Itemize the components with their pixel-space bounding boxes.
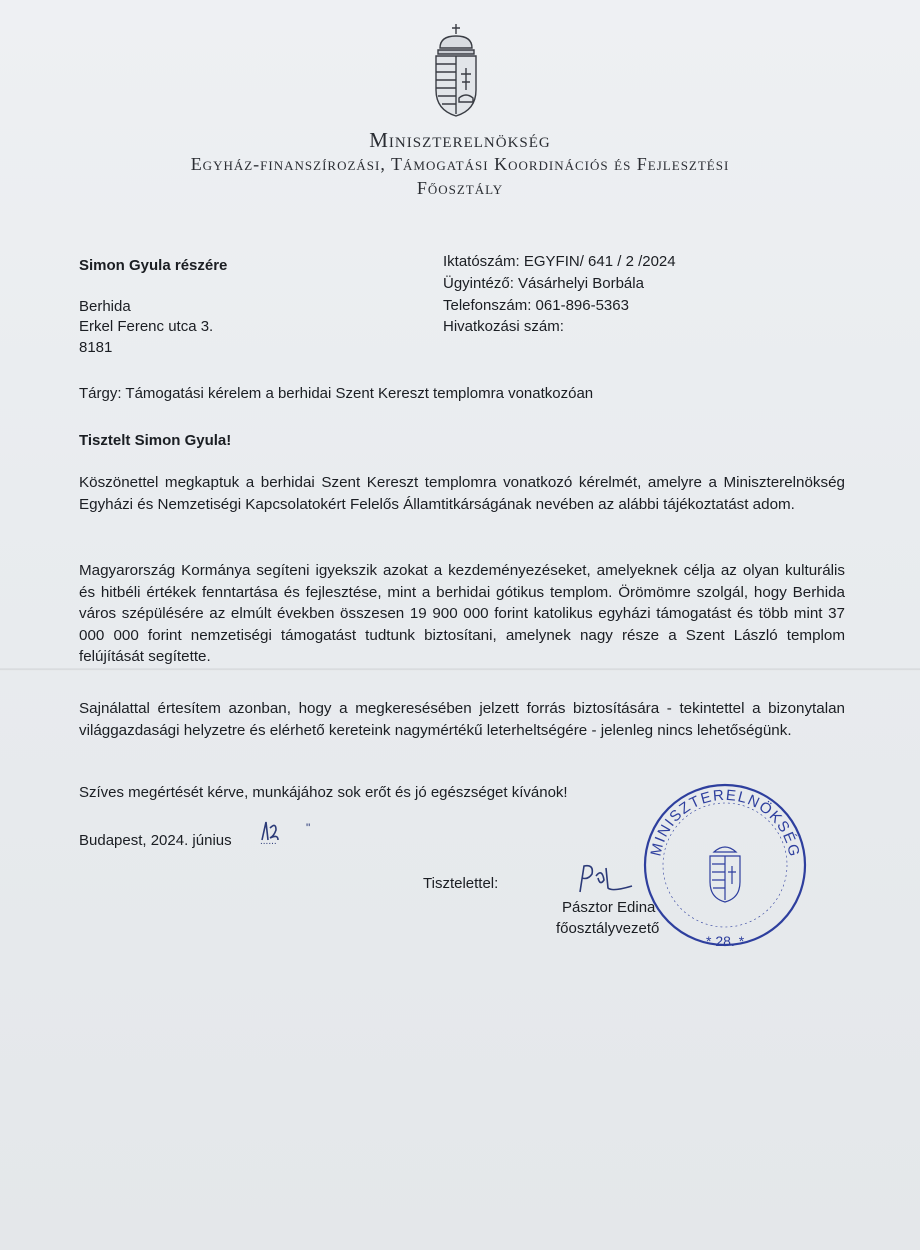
stamp-text: MINISZTERELNÖKSÉG xyxy=(647,786,803,860)
reference-citation: Hivatkozási szám: xyxy=(443,318,564,335)
closing-wish: Szíves megértését kérve, munkájához sok erőt és jó egészséget kívánok! xyxy=(79,784,568,801)
svg-text:": " xyxy=(306,821,311,835)
svg-text:......: ...... xyxy=(260,836,277,846)
greeting: Tisztelettel: xyxy=(423,875,499,892)
ministry-name: Miniszterelnökség xyxy=(369,128,551,152)
paragraph-2: Magyarország Kormánya segíteni igyekszik azokat a kezdeményezéseket, amelyeknek célja az olyan kulturális és hitbéli értékek fenntartása és fejlesztése, mint a berhidai gótikus templom. Örömömre szolgál, hogy Berhida város szépülésére az elmúlt években összesen 19 900 000 forint katolikus egyházi támogatást és több mint 37 000 000 forint nemzetiségi támogatást tudtunk biztosítani, amelynek nagy része a Szent László templom felújítását segítette. xyxy=(79,562,845,665)
recipient-postcode: 8181 xyxy=(79,339,113,356)
case-officer: Ügyintéző: Vásárhelyi Borbála xyxy=(443,275,644,292)
stamp-number: * 28. * xyxy=(706,933,745,949)
paragraph-1: Köszönettel megkaptuk a berhidai Szent Kereszt templomra vonatkozó kérelmét, amelyre a Miniszterelnökség Egyházi és Nemzetiségi Kapcsolatokért Felelős Államtitkárságának nevében az alábbi tájékoztatást adom. xyxy=(79,474,845,513)
paragraph-3: Sajnálattal értesítem azonban, hogy a megkeresésében jelzett forrás biztosítására - tekintettel a bizonytalan világgazdasági helyzetre és elérhető kereteink nagymértékű leterheltségére - jelenleg nincs lehetőségünk. xyxy=(79,700,845,739)
handwritten-date-mark xyxy=(256,818,316,846)
hungarian-coat-of-arms-icon xyxy=(426,20,486,120)
recipient-city: Berhida xyxy=(79,298,131,315)
paper-fold xyxy=(0,668,920,671)
official-stamp xyxy=(640,780,810,950)
recipient-street: Erkel Ferenc utca 3. xyxy=(79,318,214,335)
place-date: Budapest, 2024. június xyxy=(79,832,232,849)
svg-text:MINISZTERELNÖKSÉG xyxy=(647,787,802,859)
department-name-line2: Főosztály xyxy=(416,178,504,198)
recipient-name: Simon Gyula részére xyxy=(79,257,228,274)
salutation: Tisztelt Simon Gyula! xyxy=(79,432,232,449)
signer-title: főosztályvezető xyxy=(556,920,660,937)
handwritten-signature xyxy=(572,862,642,898)
signer-name: Pásztor Edina xyxy=(562,899,656,916)
department-name: Egyház-finanszírozási, Támogatási Koordinációs és Fejlesztési xyxy=(190,154,730,174)
reference-number: Iktatószám: EGYFIN/ 641 / 2 /2024 xyxy=(443,253,676,270)
subject-line: Tárgy: Támogatási kérelem a berhidai Szent Kereszt templomra vonatkozóan xyxy=(79,385,594,402)
phone-number: Telefonszám: 061-896-5363 xyxy=(443,297,629,314)
